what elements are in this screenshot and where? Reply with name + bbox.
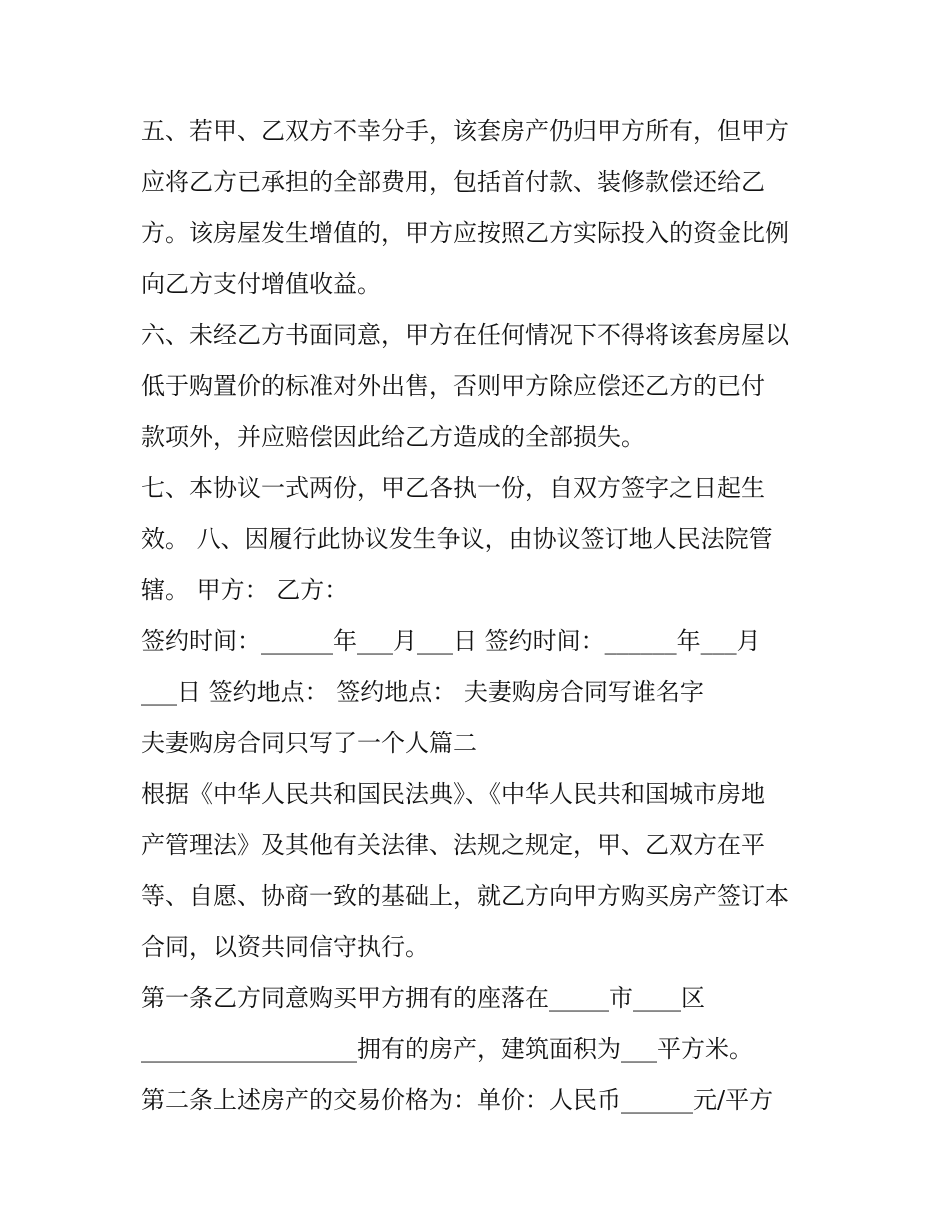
paragraph-line: 方。该房屋发生增值的，甲方应按照乙方实际投入的资金比例 [141, 219, 789, 247]
paragraph-line: 五、若甲、乙双方不幸分手，该套房产仍归甲方所有，但甲方 [141, 117, 789, 145]
paragraph-line: 向乙方支付增值收益。 [141, 270, 381, 298]
paragraph-line: 等、自愿、协商一致的基础上，就乙方向甲方购买房产签订本 [141, 882, 789, 910]
paragraph-line: 款项外，并应赔偿因此给乙方造成的全部损失。 [141, 423, 645, 451]
paragraph-line: 七、本协议一式两份，甲乙各执一份，自双方签字之日起生 [141, 474, 765, 502]
paragraph-line: 低于购置价的标准对外出售，否则甲方除应偿还乙方的已付 [141, 372, 765, 400]
paragraph-line: 应将乙方已承担的全部费用，包括首付款、装修款偿还给乙 [141, 168, 765, 196]
section-title: 夫妻购房合同只写了一个人篇二 [141, 729, 477, 757]
paragraph-line: 根据《中华人民共和国民法典》、《中华人民共和国城市房地 [141, 780, 765, 808]
article-2-line: 第二条上述房产的交易价格为：单价：人民币______元/平方 [141, 1086, 774, 1114]
paragraph-line: 合同，以资共同信守执行。 [141, 933, 429, 961]
article-1-line: __________________拥有的房产，建筑面积为___平方米。 [141, 1035, 753, 1063]
signing-place-line: ___日 签约地点： 签约地点： 夫妻购房合同写谁名字 [141, 678, 704, 706]
signing-date-line: 签约时间：______年___月___日 签约时间：______年___月 [141, 627, 761, 655]
paragraph-line: 产管理法》及其他有关法律、法规之规定，甲、乙双方在平 [141, 831, 765, 859]
signature-parties-line: 辖。 甲方： 乙方： [141, 576, 349, 604]
paragraph-line: 六、未经乙方书面同意，甲方在任何情况下不得将该套房屋以 [141, 321, 789, 349]
document-body [141, 106, 821, 1126]
article-1-line: 第一条乙方同意购买甲方拥有的座落在_____市____区 [141, 984, 705, 1012]
paragraph-line: 效。 八、因履行此协议发生争议，由协议签订地人民法院管 [141, 525, 773, 553]
